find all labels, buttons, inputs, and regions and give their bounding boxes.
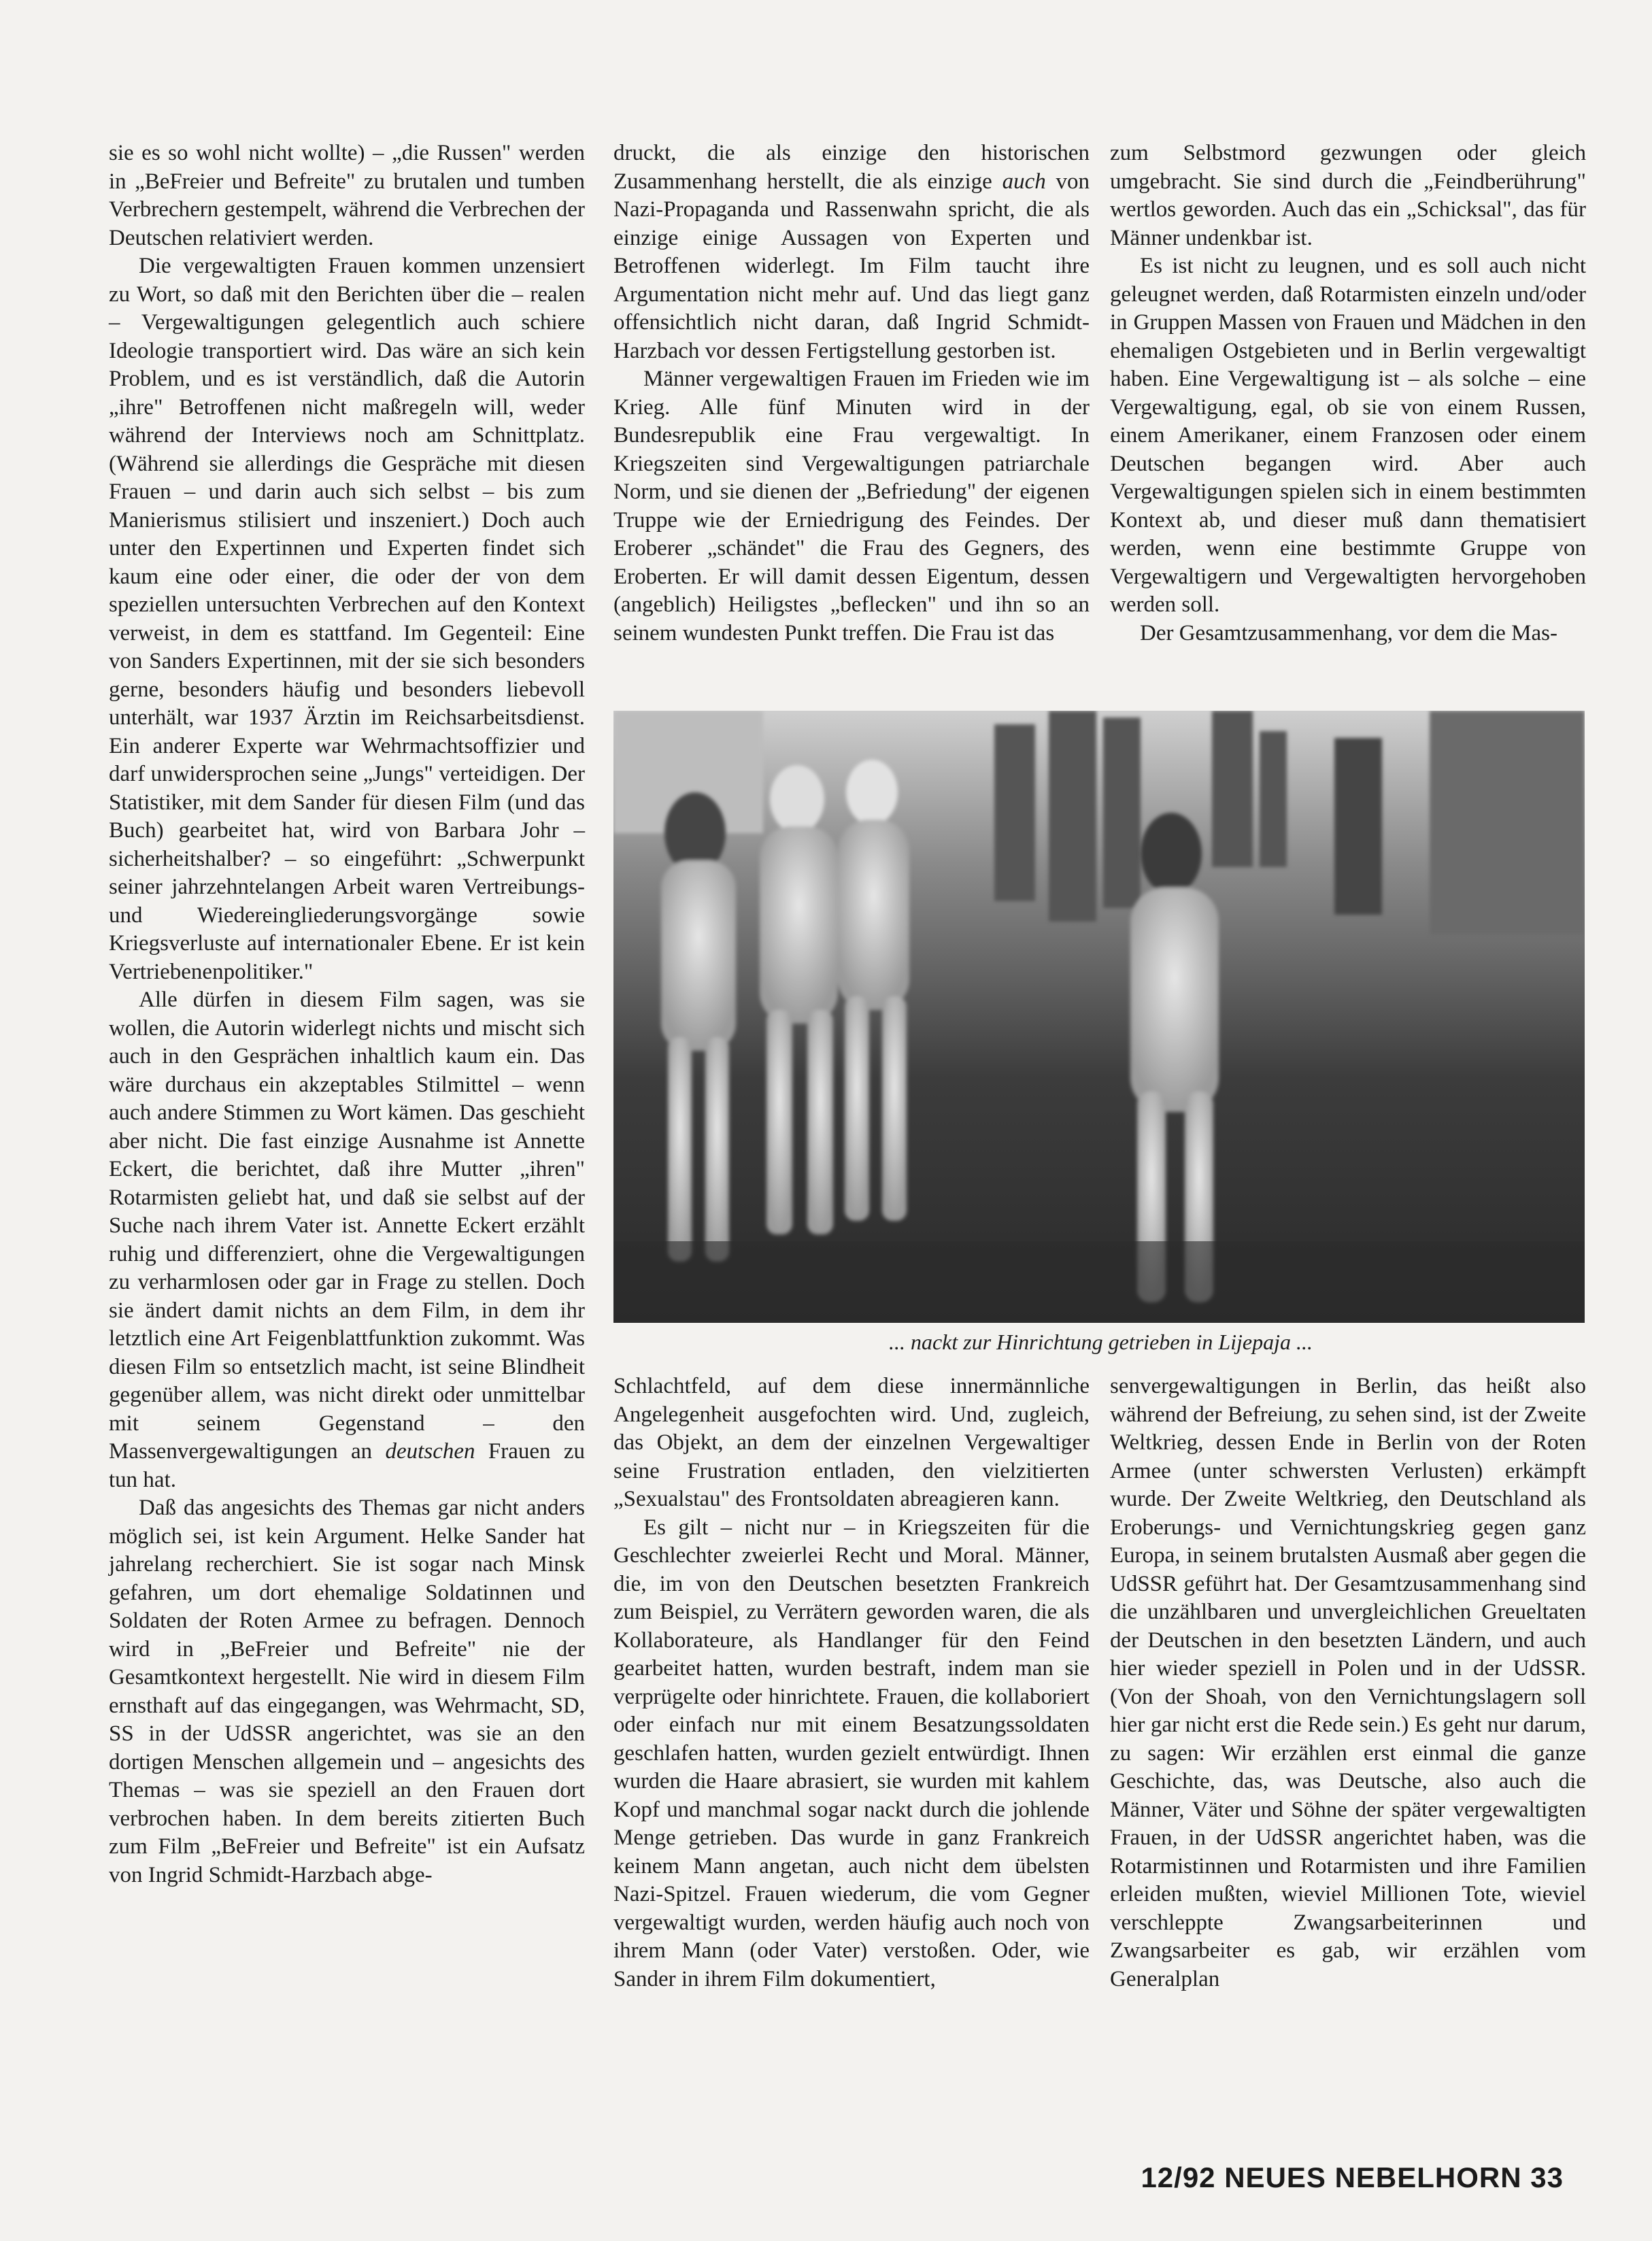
emphasis: auch [1002,169,1046,194]
paragraph: Es ist nicht zu leugnen, und es soll auch nicht geleugnet werden, daß Rotarmisten einzeln und/oder in Gruppen Massen von Frauen und Mädchen in den ehemaligen Ostgebieten und in Berlin vergewaltigt haben. Eine Vergewaltigung ist – als solche – eine Vergewaltigung, egal, ob sie von einem Russen, einem Amerikaner, einem Franzosen oder einem Deutschen begangen wird. Aber auch Vergewaltigungen spielen sich in einem bestimmten Kontext ab, und dieser muß dann thematisiert werden, wenn eine bestimmte Gruppe von Vergewaltigern und Vergewaltigten hervorgehoben werden soll. [1110,254,1586,617]
paragraph: Schlachtfeld, auf dem diese innermännliche Angelegenheit ausgefochten wird. Und, zugleich, das Objekt, an dem der einzelnen Vergewaltiger seine Frustration entladen, den vielzitierten „Sexualstau" des Frontsoldaten abreagieren kann. [613,1374,1090,1511]
paragraph: Daß das angesichts des Themas gar nicht anders möglich sei, ist kein Argument. Helke Sander hat jahrelang recherchiert. Sie ist sogar nach Minsk gefahren, um dort ehemalige Soldatinnen und Soldaten der Roten Armee zu befragen. Dennoch wird in „BeFreier und Befreite" nie der Gesamtkontext hergestellt. Nie wird in diesem Film ernsthaft auf das eingegangen, was Wehrmacht, SD, SS in der UdSSR angerichtet, was sie an den dortigen Menschen allgemein und – angesichts des Themas – was sie speziell an den Frauen dort verbrochen haben. In dem bereits zitierten Buch zum Film „BeFreier und Befreite" ist ein Aufsatz von Ingrid Schmidt-Harzbach abge- [109,1496,585,1887]
paragraph: sie es so wohl nicht wollte) – „die Russen" werden in „BeFreier und Befreite" zu brutalen und tumben Verbrechern gestempelt, während die Verbrechen der Deutschen relativiert werden. [109,141,585,250]
paragraph: Die vergewaltigten Frauen kommen unzensiert zu Wort, so daß mit den Berichten über die – realen – Vergewaltigungen gelegentlich auch schiere Ideologie transportiert wird. Das wäre an sich kein Problem, und es ist verständlich, daß die Autorin „ihre" Betroffenen nicht maßregeln will, weder während der Interviews noch am Schnittplatz. (Während sie allerdings die Gespräche mit diesen Frauen – und darin auch sich selbst – bis zum Manierismus stilisiert und inszeniert.) Doch auch unter den Expertinnen und Experten findet sich kaum eine oder einer, die oder der von dem speziellen untersuchten Verbrechen auf den Kontext verweist, in dem es stattfand. Im Gegenteil: Eine von Sanders Expertinnen, mit der sie sich besonders gerne, besonders häufig und besonders liebevoll unterhält, war 1937 Ärztin im Reichsarbeitsdienst. Ein anderer Experte war Wehrmachtsoffizier und darf unwidersprochen seine „Jungs" verteidigen. Der Statistiker, mit dem Sander für diesen Film (und das Buch) gearbeitet hat, wird von Barbara Johr – sicherheitshalber? – so eingeführt: „Schwerpunkt seiner jahrzehntelangen Arbeit waren Vertreibungs- und Wiedereingliederungsvorgänge sowie Kriegsverluste auf internationaler Ebene. Er ist kein Vertriebenenpolitiker." [109,254,585,984]
text-run: von Nazi-Propaganda und Rassenwahn spricht, die als einzige einige Aussagen von Experten und Betroffenen widerlegt. Im Film taucht ihre Argumentation nicht mehr auf. Und das liegt ganz offensichtlich nicht daran, daß Ingrid Schmidt-Harzbach vor dessen Fertigstellung gestorben ist. [613,169,1090,363]
issue-number: 12/92 [1141,2161,1216,2193]
column-3-bottom [1110,1372,1586,1993]
paragraph: Der Gesamtzusammenhang, vor dem die Mas- [1140,620,1557,645]
text-run: druckt, die als einzige den historischen Zusammenhang herstellt, die als einzige [613,141,1090,194]
photo-caption: ... nackt zur Hinrichtung getrieben in Lijepaja ... [888,1330,1313,1354]
historical-photo [613,711,1585,1323]
column-1 [109,139,585,1889]
photo-image [613,711,1585,1323]
page-footer [1141,2161,1564,2194]
paragraph [613,139,1090,365]
emphasis: deutschen [385,1439,475,1464]
magazine-name: NEUES NEBELHORN [1224,2161,1522,2193]
page-number: 33 [1530,2161,1564,2193]
text-run: Alle dürfen in diesem Film sagen, was sie wollen, die Autorin widerlegt nichts und mischt sich auch in den Gesprächen inhaltlich kaum ein. Das wäre durchaus ein akzeptables Stilmittel – wenn auch andere Stimmen zu Wort kämen. Das geschieht aber nicht. Die fast einzige Ausnahme ist Annette Eckert, die berichtet, daß ihre Mutter „ihren" Rotarmisten geliebt hat, und daß sie selbst auf der Suche nach ihrem Vater ist. Annette Eckert erzählt ruhig und differenziert, ohne die Vergewaltigungen zu verharmlosen oder gar in Frage zu stellen. Doch sie ändert damit nichts an dem Film, in dem ihr letztlich eine Art Feigenblattfunktion zukommt. Was diesen Film so entsetzlich macht, ist seine Blindheit gegenüber allem, was nicht direkt oder unmittelbar mit seinem Gegenstand – den Massenvergewaltigungen an [109,988,585,1464]
column-2-bottom [613,1372,1090,1993]
paragraph: Männer vergewaltigen Frauen im Frieden wie im Krieg. Alle fünf Minuten wird in der Bundesrepublik eine Frau vergewaltigt. In Kriegszeiten sind Vergewaltigungen patriarchale Norm, und sie dienen der „Befriedung" der eigenen Truppe wie der Erniedrigung des Feindes. Der Eroberer „schändet" die Frau des Gegners, des Eroberten. Er will damit dessen Eigentum, dessen (angeblich) Heiligstes „beflecken" und ihn so an seinem wundesten Punkt treffen. Die Frau ist das [613,367,1090,645]
text-run: Frauen zu tun hat. [109,1439,586,1492]
paragraph: senvergewaltigungen in Berlin, das heißt also während der Befreiung, zu sehen sind, ist der Zweite Weltkrieg, dessen Ende in Berlin von der Roten Armee (unter schwersten Verlusten) erkämpft wurde. Der Zweite Weltkrieg, den Deutschland als Eroberungs- und Vernichtungskrieg gegen ganz Europa, in seinem brutalsten Ausmaß aber gegen die UdSSR geführt hat. Der Gesamtzusammenhang sind die unzählbaren und unvergleichlichen Greueltaten der Deutschen in den besetzten Ländern, und auch hier wieder speziell in Polen und in der UdSSR. (Von der Shoah, von den Vernichtungslagern soll hier gar nicht erst die Rede sein.) Es geht nur darum, zu sagen: Wir erzählen erst einmal die ganze Geschichte, das, was Deutsche, also auch die Männer, Väter und Söhne der später vergewaltigten Frauen, in der UdSSR angerichtet haben, was die Rotarmistinnen und Rotarmisten und ihre Familien erleiden mußten, wieviel Millionen Tote, wieviel verschleppte Zwangsarbeiterinnen und Zwangsarbeiter es gab, wir erzählen vom Generalplan [1110,1374,1586,1991]
paragraph: Es gilt – nicht nur – in Kriegszeiten für die Geschlechter zweierlei Recht und Moral. Männer, die, im von den Deutschen besetzten Frankreich zum Beispiel, zu Verrätern geworden waren, die als Kollaborateure, als Handlanger für den Feind gearbeitet hatten, wurden bestraft, indem man sie verprügelte oder hinrichtete. Frauen, die kollaboriert oder einfach nur mit einem Besatzungssoldaten geschlafen hatten, wurden gezielt entwürdigt. Ihnen wurden die Haare abrasiert, sie wurden mit kahlem Kopf und manchmal sogar nackt durch die johlende Menge getrieben. Das wurde in ganz Frankreich keinem Mann angetan, auch nicht dem übelsten Nazi-Spitzel. Frauen wiederum, die vom Gegner vergewaltigt wurden, werden häufig auch noch von ihrem Mann (oder Vater) verstoßen. Oder, wie Sander in ihrem Film dokumentiert, [613,1515,1090,1991]
paragraph: zum Selbstmord gezwungen oder gleich umgebracht. Sie sind durch die „Feindberührung" wertlos geworden. Auch das ein „Schicksal", das für Männer undenkbar ist. [1110,141,1586,250]
paragraph [109,986,585,1494]
column-2-top [613,139,1090,647]
column-3-top [1110,139,1586,647]
